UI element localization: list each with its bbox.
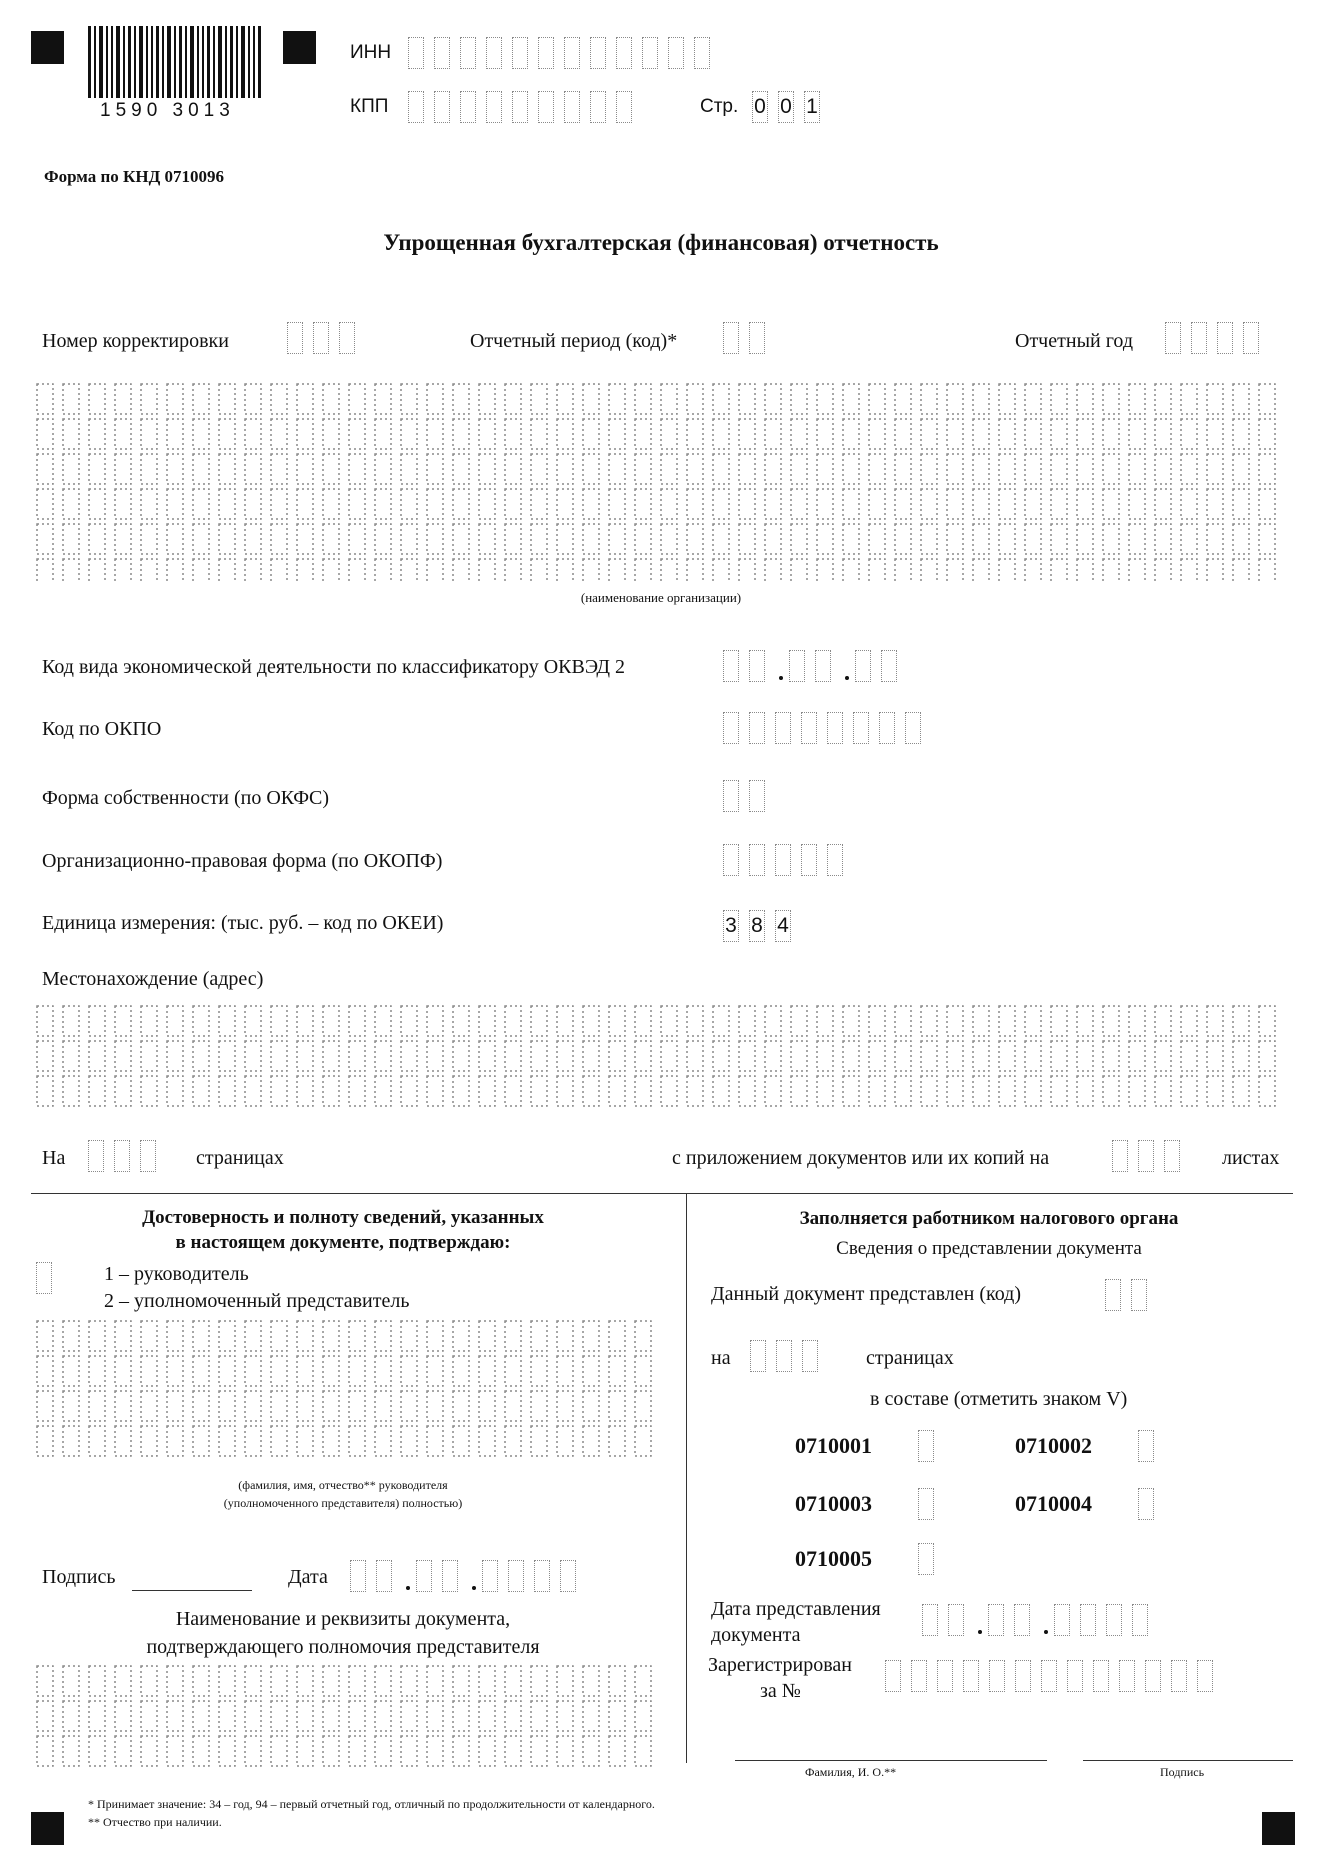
registered-label-line1: Зарегистрирован (708, 1654, 853, 1676)
org-name-caption: (наименование организации) (580, 590, 742, 605)
option-head: 1 – руководитель (104, 1263, 249, 1285)
location-label: Местонахождение (адрес) (42, 968, 264, 990)
barcode (88, 26, 262, 98)
location-grid (36, 1005, 1296, 1110)
form-0710003: 0710003 (795, 1491, 872, 1516)
location-input[interactable] (36, 1005, 1296, 1115)
left-heading-line2: в настоящем документе, подтверждаю: (175, 1232, 511, 1253)
composition-label: в составе (отметить знаком V) (870, 1388, 1128, 1410)
corner-marker-top-left (31, 31, 64, 64)
form-0710001-checkbox[interactable] (918, 1430, 944, 1462)
right-subheading: Сведения о представлении документа (836, 1238, 1142, 1259)
page-title: Упрощенная бухгалтерская (финансовая) отчетность (383, 230, 939, 255)
submission-date-input[interactable] (922, 1604, 1158, 1636)
unit-code: 3 8 4 (723, 910, 801, 942)
reporting-period-input[interactable] (723, 322, 775, 354)
form-code: Форма по КНД 0710096 (44, 167, 225, 186)
signature-label: Подпись (42, 1566, 116, 1588)
inn-input[interactable] (408, 37, 720, 69)
sign-line[interactable] (1083, 1760, 1293, 1761)
sign-caption: Подпись (1160, 1765, 1205, 1779)
separator-dot (775, 650, 789, 682)
pages-label: страницах (196, 1147, 284, 1169)
left-heading-line1: Достоверность и полноту сведений, указанных (142, 1207, 544, 1228)
kpp-input[interactable] (408, 91, 642, 123)
form-0710004: 0710004 (1015, 1491, 1092, 1516)
fio-caption: Фамилия, И. О.** (805, 1765, 897, 1779)
footnote-1: * Принимает значение: 34 – год, 94 – первый отчетный год, отличный по продолжительности от календарного. (88, 1797, 655, 1811)
barcode-icon (88, 26, 262, 98)
okfs-input[interactable] (723, 780, 775, 812)
signer-fio-input[interactable] (36, 1320, 676, 1470)
unit-label: Единица измерения: (тыс. руб. – код по ОКЕИ) (42, 912, 444, 934)
footnote-2: ** Отчество при наличии. (88, 1815, 222, 1829)
horizontal-divider (31, 1193, 1293, 1194)
form-0710001: 0710001 (795, 1433, 872, 1458)
signer-type-input[interactable] (36, 1262, 62, 1294)
form-0710002-checkbox[interactable] (1138, 1430, 1164, 1462)
doc-heading-line2: подтверждающего полномочия представителя (146, 1636, 540, 1658)
right-pages-input[interactable] (750, 1340, 828, 1372)
signer-fio-grid (36, 1320, 676, 1465)
authority-document-input[interactable] (36, 1665, 676, 1775)
pages-count-input[interactable] (88, 1140, 166, 1172)
vertical-divider (686, 1193, 687, 1763)
okfs-label: Форма собственности (по ОКФС) (42, 787, 330, 809)
fio-caption-line2: (уполномоченного представителя) полностью) (223, 1496, 463, 1510)
submission-date-label-line2: документа (711, 1624, 801, 1646)
option-representative: 2 – уполномоченный представитель (104, 1290, 410, 1312)
okved-label: Код вида экономической деятельности по классификатору ОКВЭД 2 (42, 656, 625, 678)
submitted-code-label: Данный документ представлен (код) (711, 1283, 1021, 1305)
okopf-input[interactable] (723, 844, 853, 876)
authority-document-grid (36, 1665, 676, 1770)
submitted-code-input[interactable] (1105, 1279, 1157, 1311)
right-heading: Заполняется работником налогового органа (799, 1208, 1179, 1229)
okpo-label: Код по ОКПО (42, 718, 162, 740)
okpo-input[interactable] (723, 712, 931, 744)
sign-date-input[interactable] (350, 1560, 586, 1592)
reporting-year-label: Отчетный год (1015, 330, 1134, 352)
submission-date-label-line1: Дата представления (711, 1598, 881, 1620)
fio-line[interactable] (735, 1760, 1047, 1761)
right-on-label: на (711, 1347, 731, 1369)
org-name-grid (36, 383, 1296, 583)
form-0710003-checkbox[interactable] (918, 1488, 944, 1520)
form-0710004-checkbox[interactable] (1138, 1488, 1164, 1520)
okved-input[interactable] (723, 650, 907, 682)
corner-marker-bottom-right (1262, 1812, 1295, 1845)
right-pages-label: страницах (866, 1347, 954, 1369)
date-label: Дата (288, 1566, 328, 1588)
okopf-label: Организационно-правовая форма (по ОКОПФ) (42, 850, 443, 872)
reporting-period-label: Отчетный период (код)* (470, 330, 678, 352)
form-0710005: 0710005 (795, 1546, 872, 1571)
separator-dot (841, 650, 855, 682)
barcode-number: 1590 3013 (100, 100, 235, 121)
separator-dot (468, 1560, 482, 1592)
inn-label: ИНН (350, 42, 392, 63)
form-0710002: 0710002 (1015, 1433, 1092, 1458)
fio-caption-line1: (фамилия, имя, отчество** руководителя (238, 1478, 448, 1492)
separator-dot (1040, 1604, 1054, 1636)
sheets-label: листах (1222, 1147, 1280, 1169)
doc-heading-line1: Наименование и реквизиты документа, (175, 1608, 511, 1630)
attachments-count-input[interactable] (1112, 1140, 1190, 1172)
signature-line[interactable] (132, 1590, 252, 1591)
separator-dot (402, 1560, 416, 1592)
separator-dot (974, 1604, 988, 1636)
registered-label-line2: за № (760, 1680, 801, 1702)
kpp-label: КПП (350, 96, 389, 117)
corner-marker-bottom-left (31, 1812, 64, 1845)
pages-on-label: На (42, 1147, 66, 1169)
attachments-label: с приложением документов или их копий на (672, 1147, 1050, 1169)
reporting-year-input[interactable] (1165, 322, 1269, 354)
organization-name-input[interactable] (36, 383, 1296, 588)
correction-number-label: Номер корректировки (42, 330, 229, 352)
correction-number-input[interactable] (287, 322, 365, 354)
form-0710005-checkbox[interactable] (918, 1543, 944, 1575)
corner-marker-top-right (283, 31, 316, 64)
registration-number-input[interactable] (885, 1660, 1223, 1692)
page-number: 0 0 1 (752, 91, 830, 123)
page-label: Стр. (700, 96, 739, 117)
